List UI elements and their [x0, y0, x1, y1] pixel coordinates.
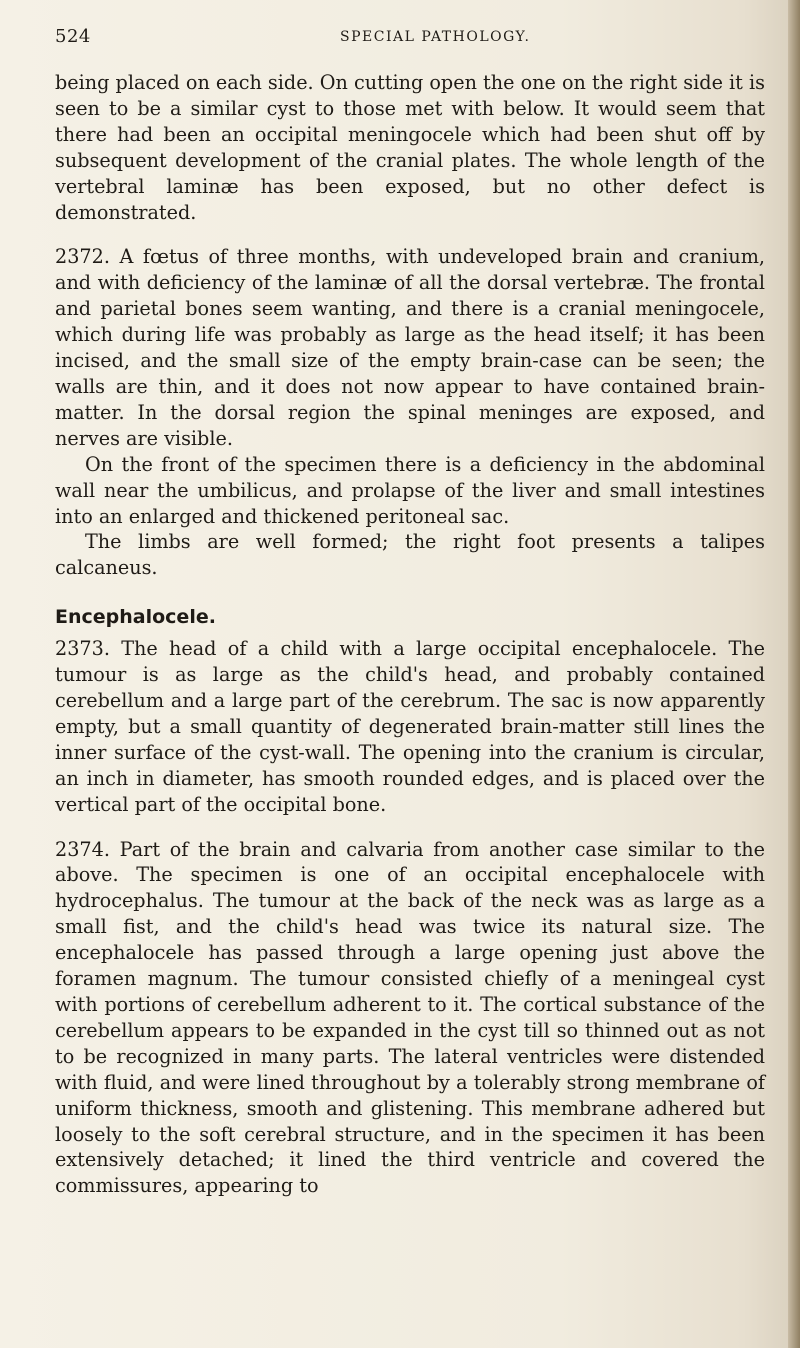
page-number: 524 — [55, 26, 91, 47]
entry-2374: 2374. Part of the brain and calvaria from another case similar to the above. The specimen is one of an occipital encephalocele with hydrocephalus. The tumour at the back of the neck was as large as a small fist, and the child's head was twice its natural size. The encephalocele has passed through a large opening just above the foramen magnum. The tumour consisted chiefly of a meningeal cyst with portions of cerebellum adherent to it. The cortical substance of the cerebellum appears to be expanded in the cyst till so thinned out as not to be recognized in many parts. The lateral ventricles were distended with fluid, and were lined throughout by a tolerably strong membrane of uniform thickness, smooth and glistening. This membrane adhered but loosely to the soft cerebral structure, and in the specimen it has been extensively detached; it lined the third ventricle and covered the commissures, appearing to — [55, 837, 765, 1198]
continued-paragraph: being placed on each side. On cutting open the one on the right side it is seen to be a similar cyst to those met with below. It would seem that there had been an occipital meningocele which had been shut off by subsequent development of the cranial plates. The whole length of the vertebral laminæ has been exposed, but no other defect is demonstrated. — [55, 71, 765, 224]
entry-2372: 2372. A fœtus of three months, with undeveloped brain and cranium, and with deficiency of the laminæ of all the dorsal vertebræ. The frontal and parietal bones seem wanting, and there is a cranial meningocele, which during life was probably as large as the head itself; it has been incised, and the small size of the empty brain-case can be seen; the walls are thin, and it does not now appear to have contained brain-matter. In the dorsal region the spinal meninges are exposed, and nerves are visible. — [55, 245, 765, 450]
entry-2372-limbs-paragraph: The limbs are well formed; the right foot presents a talipes calcaneus. — [55, 530, 765, 580]
section-heading-encephalocele: Encephalocele. — [55, 606, 216, 629]
running-head: SPECIAL PATHOLOGY. — [340, 29, 531, 45]
entry-2373: 2373. The head of a child with a large occipital encephalocele. The tumour is as large as the child's head, and probably contained cerebellum and a large part of the cerebrum. The sac is now apparently empty, but a small quantity of degenerated brain-matter still lines the inner surface of the cyst-wall. The opening into the cranium is circular, an inch in diameter, has smooth rounded edges, and is placed over the vertical part of the occipital bone. — [55, 637, 765, 816]
page-edge-shadow — [788, 0, 800, 1348]
page-body — [55, 70, 765, 1199]
page-header — [55, 26, 725, 50]
entry-2372-abdominal-paragraph: On the front of the specimen there is a deficiency in the abdominal wall near the umbilicus, and prolapse of the liver and small intestines into an enlarged and thickened peritoneal sac. — [55, 452, 765, 528]
